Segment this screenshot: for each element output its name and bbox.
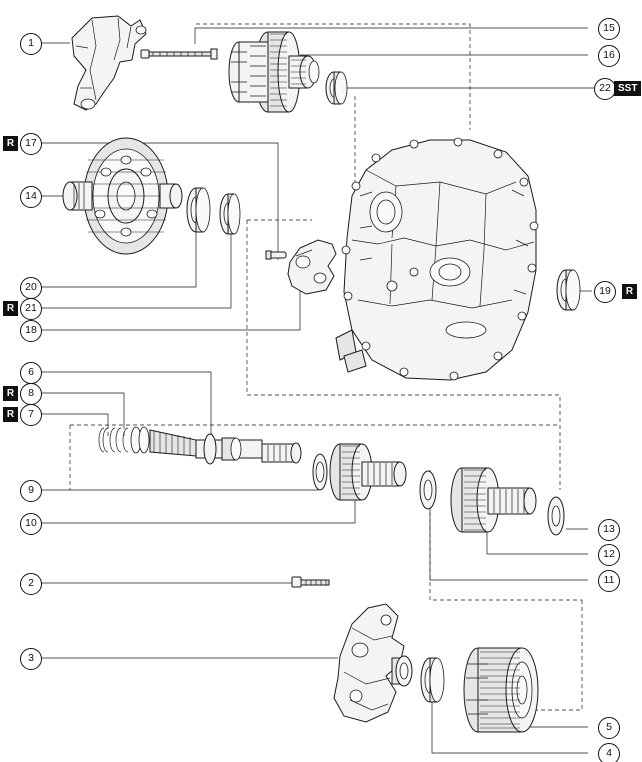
- part-clutch-drum-5: [464, 648, 538, 732]
- callout-15[interactable]: 15: [598, 18, 620, 40]
- part-input-shaft-assembly: [99, 427, 406, 500]
- callout-18[interactable]: 18: [20, 320, 42, 342]
- part-small-bracket-18: [266, 240, 336, 294]
- callout-19[interactable]: 19: [594, 281, 616, 303]
- part-oil-seal-22: [326, 72, 347, 104]
- leader-lines: [40, 28, 610, 753]
- replace-tag-8: R: [3, 386, 18, 401]
- callout-16[interactable]: 16: [598, 45, 620, 67]
- replace-tag-7: R: [3, 407, 18, 422]
- callout-5[interactable]: 5: [598, 717, 620, 739]
- callout-8[interactable]: 8: [20, 383, 42, 405]
- part-shaft-15: [141, 49, 217, 59]
- callout-2[interactable]: 2: [20, 573, 42, 595]
- callout-10[interactable]: 10: [20, 513, 42, 535]
- callout-17[interactable]: 17: [20, 133, 42, 155]
- assembly-guides: [70, 24, 582, 710]
- callout-20[interactable]: 20: [20, 277, 42, 299]
- part-washer-4: [421, 658, 444, 702]
- callout-13[interactable]: 13: [598, 519, 620, 541]
- part-bolt-2: [292, 577, 329, 587]
- callout-12[interactable]: 12: [598, 544, 620, 566]
- callout-14[interactable]: 14: [20, 186, 42, 208]
- callout-3[interactable]: 3: [20, 648, 42, 670]
- callout-4[interactable]: 4: [598, 743, 620, 762]
- replace-tag-17: R: [3, 136, 18, 151]
- callout-6[interactable]: 6: [20, 362, 42, 384]
- part-bracket-1: [72, 16, 146, 110]
- sst-tag-22: SST: [614, 81, 641, 96]
- callout-9[interactable]: 9: [20, 480, 42, 502]
- callout-7[interactable]: 7: [20, 404, 42, 426]
- part-differential-14-17: [63, 138, 182, 254]
- part-drive-gear-16: [229, 32, 319, 112]
- callout-21[interactable]: 21: [20, 298, 42, 320]
- part-oil-seal-19: [557, 270, 580, 310]
- part-shim-21: [220, 194, 240, 234]
- part-output-gear-11-12-13: [420, 468, 564, 535]
- part-bearing-20: [187, 188, 210, 232]
- callout-22[interactable]: 22: [594, 78, 616, 100]
- callout-1[interactable]: 1: [20, 33, 42, 55]
- part-transaxle-housing: [336, 138, 538, 380]
- replace-tag-19: R: [622, 284, 637, 299]
- part-carrier-housing-3: [334, 604, 412, 722]
- replace-tag-21: R: [3, 301, 18, 316]
- callout-11[interactable]: 11: [598, 570, 620, 592]
